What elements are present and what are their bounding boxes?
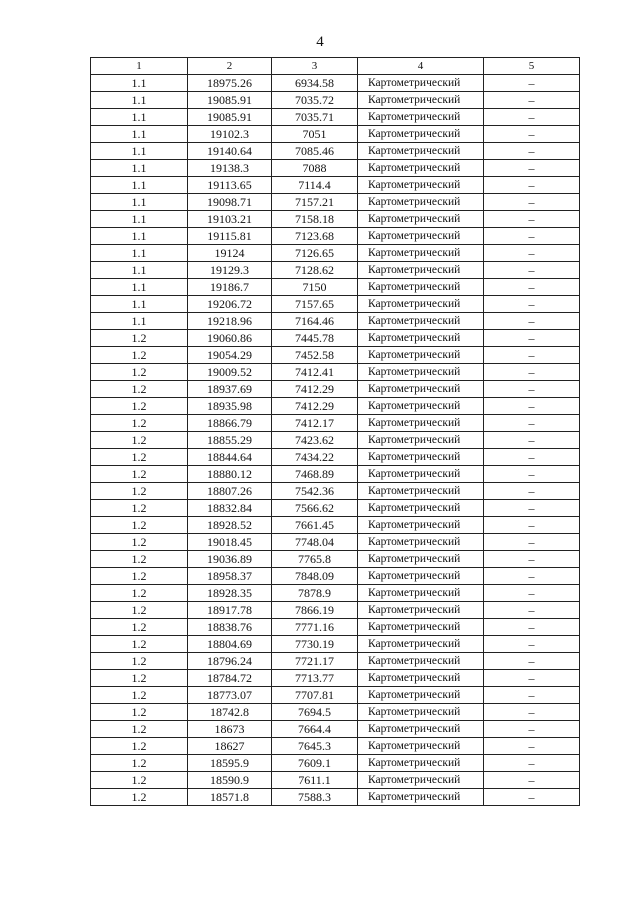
y-coordinate-cell: 7423.62	[272, 432, 358, 449]
y-coordinate-cell: 7164.46	[272, 313, 358, 330]
part-cell: 1.1	[91, 262, 188, 279]
note-cell: –	[484, 687, 580, 704]
table-row	[91, 738, 580, 755]
x-coordinate-cell: 19186.7	[188, 279, 272, 296]
y-coordinate-cell: 7765.8	[272, 551, 358, 568]
y-coordinate-cell: 7126.65	[272, 245, 358, 262]
table-row	[91, 602, 580, 619]
table-row	[91, 126, 580, 143]
part-cell: 1.2	[91, 755, 188, 772]
y-coordinate-cell: 7035.72	[272, 92, 358, 109]
note-cell: –	[484, 330, 580, 347]
note-cell: –	[484, 568, 580, 585]
method-cell: Картометрический	[358, 415, 484, 432]
note-cell: –	[484, 602, 580, 619]
x-coordinate-cell: 19018.45	[188, 534, 272, 551]
table-row	[91, 262, 580, 279]
table-row	[91, 177, 580, 194]
method-cell: Картометрический	[358, 262, 484, 279]
y-coordinate-cell: 7664.4	[272, 721, 358, 738]
y-coordinate-cell: 7051	[272, 126, 358, 143]
note-cell: –	[484, 126, 580, 143]
part-cell: 1.2	[91, 466, 188, 483]
part-cell: 1.2	[91, 364, 188, 381]
y-coordinate-cell: 7611.1	[272, 772, 358, 789]
x-coordinate-cell: 18880.12	[188, 466, 272, 483]
note-cell: –	[484, 670, 580, 687]
method-cell: Картометрический	[358, 279, 484, 296]
note-cell: –	[484, 653, 580, 670]
method-cell: Картометрический	[358, 347, 484, 364]
y-coordinate-cell: 7661.45	[272, 517, 358, 534]
part-cell: 1.1	[91, 126, 188, 143]
note-cell: –	[484, 211, 580, 228]
method-cell: Картометрический	[358, 160, 484, 177]
y-coordinate-cell: 7848.09	[272, 568, 358, 585]
table-row	[91, 636, 580, 653]
y-coordinate-cell: 7123.68	[272, 228, 358, 245]
note-cell: –	[484, 143, 580, 160]
method-cell: Картометрический	[358, 585, 484, 602]
x-coordinate-cell: 18627	[188, 738, 272, 755]
x-coordinate-cell: 18796.24	[188, 653, 272, 670]
part-cell: 1.2	[91, 602, 188, 619]
part-cell: 1.1	[91, 279, 188, 296]
note-cell: –	[484, 755, 580, 772]
method-cell: Картометрический	[358, 381, 484, 398]
note-cell: –	[484, 415, 580, 432]
method-cell: Картометрический	[358, 534, 484, 551]
note-cell: –	[484, 228, 580, 245]
table-row	[91, 92, 580, 109]
method-cell: Картометрический	[358, 755, 484, 772]
note-cell: –	[484, 534, 580, 551]
table-row	[91, 228, 580, 245]
column-header-5: 5	[484, 58, 580, 75]
method-cell: Картометрический	[358, 704, 484, 721]
y-coordinate-cell: 7588.3	[272, 789, 358, 806]
x-coordinate-cell: 19140.64	[188, 143, 272, 160]
note-cell: –	[484, 789, 580, 806]
part-cell: 1.2	[91, 517, 188, 534]
column-header-1: 1	[91, 58, 188, 75]
table-row	[91, 704, 580, 721]
table-row	[91, 415, 580, 432]
x-coordinate-cell: 18571.8	[188, 789, 272, 806]
note-cell: –	[484, 772, 580, 789]
x-coordinate-cell: 19085.91	[188, 92, 272, 109]
part-cell: 1.2	[91, 432, 188, 449]
x-coordinate-cell: 18807.26	[188, 483, 272, 500]
method-cell: Картометрический	[358, 92, 484, 109]
note-cell: –	[484, 483, 580, 500]
part-cell: 1.2	[91, 789, 188, 806]
y-coordinate-cell: 7035.71	[272, 109, 358, 126]
x-coordinate-cell: 18832.84	[188, 500, 272, 517]
part-cell: 1.2	[91, 398, 188, 415]
method-cell: Картометрический	[358, 75, 484, 92]
method-cell: Картометрический	[358, 126, 484, 143]
table-row	[91, 449, 580, 466]
note-cell: –	[484, 177, 580, 194]
table-row	[91, 670, 580, 687]
note-cell: –	[484, 517, 580, 534]
table-row	[91, 398, 580, 415]
x-coordinate-cell: 18673	[188, 721, 272, 738]
part-cell: 1.2	[91, 704, 188, 721]
y-coordinate-cell: 7645.3	[272, 738, 358, 755]
method-cell: Картометрический	[358, 143, 484, 160]
y-coordinate-cell: 7085.46	[272, 143, 358, 160]
x-coordinate-cell: 18958.37	[188, 568, 272, 585]
table-row	[91, 75, 580, 92]
header-row	[91, 58, 580, 75]
y-coordinate-cell: 7412.41	[272, 364, 358, 381]
note-cell: –	[484, 313, 580, 330]
x-coordinate-cell: 18742.8	[188, 704, 272, 721]
note-cell: –	[484, 636, 580, 653]
x-coordinate-cell: 18838.76	[188, 619, 272, 636]
part-cell: 1.2	[91, 585, 188, 602]
part-cell: 1.2	[91, 687, 188, 704]
page-number: 4	[316, 34, 324, 50]
x-coordinate-cell: 18595.9	[188, 755, 272, 772]
table-row	[91, 568, 580, 585]
note-cell: –	[484, 704, 580, 721]
column-header-4: 4	[358, 58, 484, 75]
y-coordinate-cell: 7713.77	[272, 670, 358, 687]
x-coordinate-cell: 19102.3	[188, 126, 272, 143]
table-row	[91, 347, 580, 364]
part-cell: 1.1	[91, 228, 188, 245]
part-cell: 1.2	[91, 721, 188, 738]
y-coordinate-cell: 7150	[272, 279, 358, 296]
method-cell: Картометрический	[358, 551, 484, 568]
part-cell: 1.1	[91, 313, 188, 330]
table-row	[91, 194, 580, 211]
note-cell: –	[484, 398, 580, 415]
x-coordinate-cell: 18935.98	[188, 398, 272, 415]
method-cell: Картометрический	[358, 194, 484, 211]
part-cell: 1.2	[91, 772, 188, 789]
y-coordinate-cell: 7609.1	[272, 755, 358, 772]
part-cell: 1.1	[91, 109, 188, 126]
table-row	[91, 211, 580, 228]
table-row	[91, 687, 580, 704]
y-coordinate-cell: 7412.17	[272, 415, 358, 432]
note-cell: –	[484, 347, 580, 364]
table-row	[91, 160, 580, 177]
method-cell: Картометрический	[358, 483, 484, 500]
note-cell: –	[484, 279, 580, 296]
coordinates-table	[90, 57, 580, 806]
table-row	[91, 517, 580, 534]
y-coordinate-cell: 7128.62	[272, 262, 358, 279]
x-coordinate-cell: 18928.52	[188, 517, 272, 534]
table-row	[91, 789, 580, 806]
x-coordinate-cell: 19206.72	[188, 296, 272, 313]
method-cell: Картометрический	[358, 619, 484, 636]
part-cell: 1.2	[91, 347, 188, 364]
method-cell: Картометрический	[358, 602, 484, 619]
y-coordinate-cell: 6934.58	[272, 75, 358, 92]
table-row	[91, 500, 580, 517]
x-coordinate-cell: 18866.79	[188, 415, 272, 432]
part-cell: 1.2	[91, 619, 188, 636]
note-cell: –	[484, 262, 580, 279]
note-cell: –	[484, 721, 580, 738]
part-cell: 1.2	[91, 500, 188, 517]
y-coordinate-cell: 7088	[272, 160, 358, 177]
x-coordinate-cell: 19113.65	[188, 177, 272, 194]
x-coordinate-cell: 19085.91	[188, 109, 272, 126]
y-coordinate-cell: 7748.04	[272, 534, 358, 551]
x-coordinate-cell: 18917.78	[188, 602, 272, 619]
method-cell: Картометрический	[358, 432, 484, 449]
note-cell: –	[484, 619, 580, 636]
method-cell: Картометрический	[358, 109, 484, 126]
y-coordinate-cell: 7771.16	[272, 619, 358, 636]
note-cell: –	[484, 466, 580, 483]
table-row	[91, 330, 580, 347]
x-coordinate-cell: 19060.86	[188, 330, 272, 347]
method-cell: Картометрический	[358, 466, 484, 483]
method-cell: Картометрический	[358, 313, 484, 330]
y-coordinate-cell: 7878.9	[272, 585, 358, 602]
method-cell: Картометрический	[358, 245, 484, 262]
method-cell: Картометрический	[358, 636, 484, 653]
note-cell: –	[484, 245, 580, 262]
part-cell: 1.1	[91, 160, 188, 177]
part-cell: 1.2	[91, 670, 188, 687]
table-row	[91, 653, 580, 670]
method-cell: Картометрический	[358, 449, 484, 466]
x-coordinate-cell: 19098.71	[188, 194, 272, 211]
x-coordinate-cell: 18937.69	[188, 381, 272, 398]
method-cell: Картометрический	[358, 721, 484, 738]
note-cell: –	[484, 432, 580, 449]
method-cell: Картометрический	[358, 789, 484, 806]
table-row	[91, 755, 580, 772]
table-row	[91, 381, 580, 398]
method-cell: Картометрический	[358, 364, 484, 381]
note-cell: –	[484, 160, 580, 177]
table-row	[91, 364, 580, 381]
y-coordinate-cell: 7157.21	[272, 194, 358, 211]
method-cell: Картометрический	[358, 653, 484, 670]
x-coordinate-cell: 19129.3	[188, 262, 272, 279]
y-coordinate-cell: 7452.58	[272, 347, 358, 364]
y-coordinate-cell: 7866.19	[272, 602, 358, 619]
part-cell: 1.1	[91, 92, 188, 109]
x-coordinate-cell: 18804.69	[188, 636, 272, 653]
y-coordinate-cell: 7707.81	[272, 687, 358, 704]
note-cell: –	[484, 75, 580, 92]
part-cell: 1.2	[91, 534, 188, 551]
part-cell: 1.2	[91, 330, 188, 347]
method-cell: Картометрический	[358, 517, 484, 534]
part-cell: 1.2	[91, 738, 188, 755]
method-cell: Картометрический	[358, 738, 484, 755]
x-coordinate-cell: 18773.07	[188, 687, 272, 704]
part-cell: 1.1	[91, 143, 188, 160]
note-cell: –	[484, 109, 580, 126]
part-cell: 1.2	[91, 568, 188, 585]
x-coordinate-cell: 18975.26	[188, 75, 272, 92]
x-coordinate-cell: 18590.9	[188, 772, 272, 789]
note-cell: –	[484, 738, 580, 755]
method-cell: Картометрический	[358, 687, 484, 704]
y-coordinate-cell: 7158.18	[272, 211, 358, 228]
y-coordinate-cell: 7730.19	[272, 636, 358, 653]
method-cell: Картометрический	[358, 500, 484, 517]
x-coordinate-cell: 19218.96	[188, 313, 272, 330]
note-cell: –	[484, 381, 580, 398]
part-cell: 1.2	[91, 551, 188, 568]
table-row	[91, 483, 580, 500]
note-cell: –	[484, 449, 580, 466]
x-coordinate-cell: 19054.29	[188, 347, 272, 364]
x-coordinate-cell: 19115.81	[188, 228, 272, 245]
x-coordinate-cell: 19124	[188, 245, 272, 262]
table-row	[91, 551, 580, 568]
method-cell: Картометрический	[358, 177, 484, 194]
part-cell: 1.2	[91, 653, 188, 670]
table-row	[91, 721, 580, 738]
table-row	[91, 245, 580, 262]
y-coordinate-cell: 7157.65	[272, 296, 358, 313]
method-cell: Картометрический	[358, 211, 484, 228]
table-row	[91, 143, 580, 160]
note-cell: –	[484, 296, 580, 313]
part-cell: 1.2	[91, 636, 188, 653]
note-cell: –	[484, 194, 580, 211]
part-cell: 1.2	[91, 483, 188, 500]
y-coordinate-cell: 7445.78	[272, 330, 358, 347]
table-row	[91, 279, 580, 296]
table-row	[91, 296, 580, 313]
part-cell: 1.2	[91, 381, 188, 398]
note-cell: –	[484, 364, 580, 381]
y-coordinate-cell: 7412.29	[272, 398, 358, 415]
part-cell: 1.2	[91, 415, 188, 432]
table-row	[91, 619, 580, 636]
note-cell: –	[484, 500, 580, 517]
x-coordinate-cell: 18784.72	[188, 670, 272, 687]
method-cell: Картометрический	[358, 296, 484, 313]
table-row	[91, 432, 580, 449]
method-cell: Картометрический	[358, 228, 484, 245]
table-row	[91, 534, 580, 551]
y-coordinate-cell: 7434.22	[272, 449, 358, 466]
y-coordinate-cell: 7114.4	[272, 177, 358, 194]
part-cell: 1.1	[91, 296, 188, 313]
method-cell: Картометрический	[358, 398, 484, 415]
x-coordinate-cell: 19036.89	[188, 551, 272, 568]
y-coordinate-cell: 7468.89	[272, 466, 358, 483]
method-cell: Картометрический	[358, 772, 484, 789]
x-coordinate-cell: 19009.52	[188, 364, 272, 381]
table-row	[91, 772, 580, 789]
x-coordinate-cell: 18855.29	[188, 432, 272, 449]
y-coordinate-cell: 7694.5	[272, 704, 358, 721]
part-cell: 1.1	[91, 194, 188, 211]
x-coordinate-cell: 19103.21	[188, 211, 272, 228]
y-coordinate-cell: 7566.62	[272, 500, 358, 517]
x-coordinate-cell: 19138.3	[188, 160, 272, 177]
x-coordinate-cell: 18844.64	[188, 449, 272, 466]
part-cell: 1.2	[91, 449, 188, 466]
table-row	[91, 313, 580, 330]
note-cell: –	[484, 92, 580, 109]
note-cell: –	[484, 585, 580, 602]
part-cell: 1.1	[91, 75, 188, 92]
part-cell: 1.1	[91, 211, 188, 228]
table-body	[91, 75, 580, 806]
column-header-3: 3	[272, 58, 358, 75]
method-cell: Картометрический	[358, 330, 484, 347]
part-cell: 1.1	[91, 177, 188, 194]
table-row	[91, 585, 580, 602]
method-cell: Картометрический	[358, 568, 484, 585]
table-row	[91, 109, 580, 126]
y-coordinate-cell: 7412.29	[272, 381, 358, 398]
table-row	[91, 466, 580, 483]
method-cell: Картометрический	[358, 670, 484, 687]
x-coordinate-cell: 18928.35	[188, 585, 272, 602]
column-header-2: 2	[188, 58, 272, 75]
note-cell: –	[484, 551, 580, 568]
y-coordinate-cell: 7721.17	[272, 653, 358, 670]
part-cell: 1.1	[91, 245, 188, 262]
y-coordinate-cell: 7542.36	[272, 483, 358, 500]
